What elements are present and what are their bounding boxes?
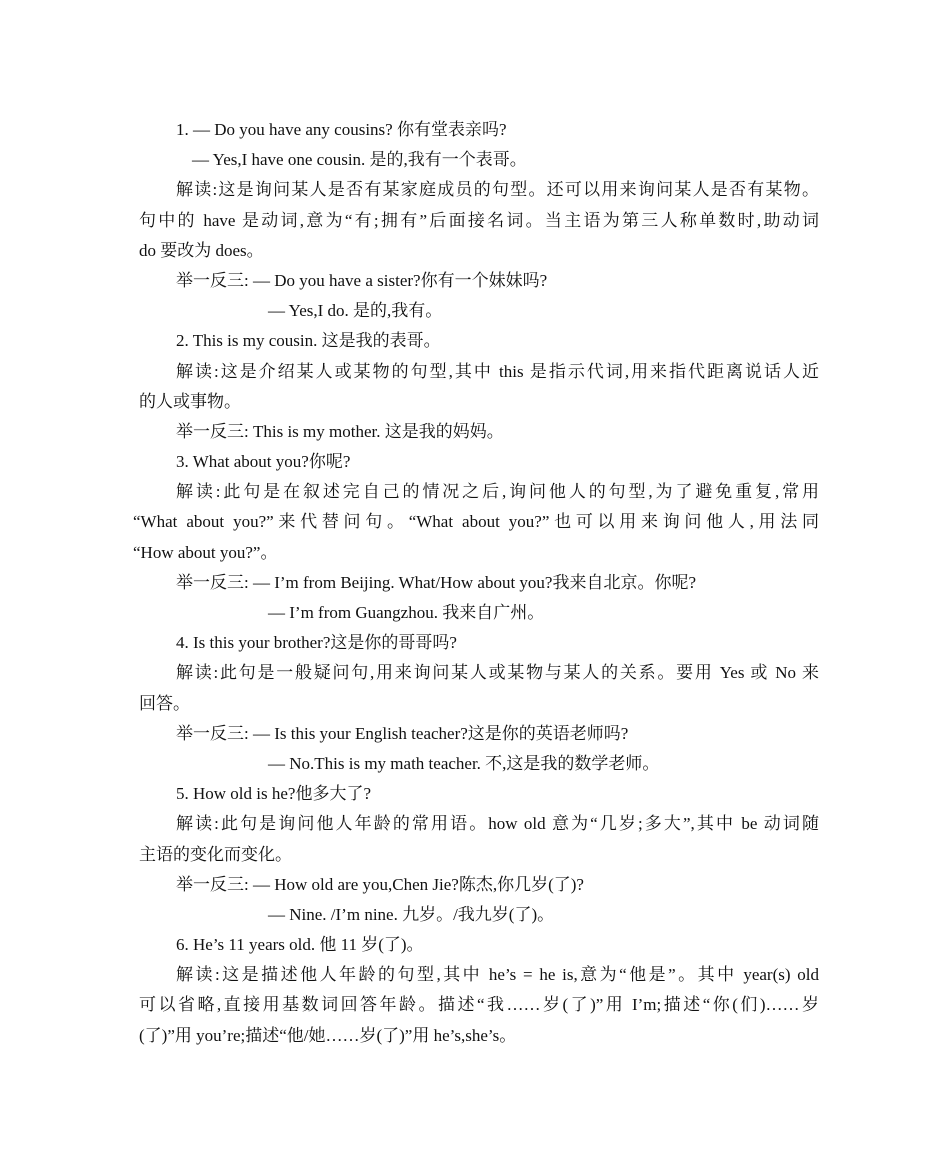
item-1-answer: — Yes,I have one cousin. 是的,我有一个表哥。 — [192, 150, 527, 170]
item-6-explanation-line-3: (了)”用 you’re;描述“他/她……岁(了)”用 he’s,she’s。 — [139, 1025, 517, 1045]
item-2-explanation-line-2: 的人或事物。 — [139, 391, 241, 411]
item-1-example-answer: — Yes,I do. 是的,我有。 — [268, 301, 443, 321]
item-2-explanation-line-1: 解读:这是介绍某人或某物的句型,其中 this 是指示代词,用来指代距离说话人近 — [176, 361, 819, 381]
item-3-example-question: 举一反三: — I’m from Beijing. What/How about you?我来自北京。你呢? — [176, 572, 697, 592]
item-4-example-answer: — No.This is my math teacher. 不,这是我的数学老师。 — [268, 753, 660, 773]
item-4-example-question: 举一反三: — Is this your English teacher?这是你的英语老师吗? — [176, 723, 629, 743]
item-5-sentence: 5. How old is he?他多大了? — [176, 784, 372, 804]
item-3-sentence: 3. What about you?你呢? — [176, 452, 351, 472]
item-6-sentence: 6. He’s 11 years old. 他 11 岁(了)。 — [176, 935, 424, 955]
item-4-sentence: 4. Is this your brother?这是你的哥哥吗? — [176, 633, 457, 653]
item-5-example-question: 举一反三: — How old are you,Chen Jie?陈杰,你几岁(了)? — [176, 874, 584, 894]
document-body — [133, 115, 819, 1051]
item-6-explanation-line-1: 解读:这是描述他人年龄的句型,其中 he’s = he is,意为“他是”。其中 year(s) old — [176, 965, 819, 985]
item-5-explanation-line-2: 主语的变化而变化。 — [139, 844, 292, 864]
item-3-explanation-line-2: “What about you?”来代替问句。“What about you?”也可以用来询问他人,用法同 — [133, 512, 819, 532]
item-3-example-answer: — I’m from Guangzhou. 我来自广州。 — [268, 603, 545, 622]
item-5-explanation-line-1: 解读:此句是询问他人年龄的常用语。how old 意为“几岁;多大”,其中 be 动词随 — [176, 814, 819, 834]
item-2-example: 举一反三: This is my mother. 这是我的妈妈。 — [176, 421, 504, 441]
item-4-explanation-line-1: 解读:此句是一般疑问句,用来询问某人或某物与某人的关系。要用 Yes 或 No 来 — [176, 663, 819, 683]
item-5-example-answer: — Nine. /I’m nine. 九岁。/我九岁(了)。 — [268, 904, 555, 924]
item-1-explanation-line-2: 句中的 have 是动词,意为“有;拥有”后面接名词。当主语为第三人称单数时,助动词 — [139, 210, 819, 230]
item-2-sentence: 2. This is my cousin. 这是我的表哥。 — [176, 331, 441, 351]
item-1-explanation-line-3: do 要改为 does。 — [139, 240, 264, 260]
item-3-explanation-line-3: “How about you?”。 — [133, 542, 278, 562]
item-1-explanation-line-1: 解读:这是询问某人是否有某家庭成员的句型。还可以用来询问某人是否有某物。 — [176, 180, 819, 200]
item-1-example-question: 举一反三: — Do you have a sister?你有一个妹妹吗? — [176, 270, 548, 290]
item-6-explanation-line-2: 可以省略,直接用基数词回答年龄。描述“我……岁(了)”用 I’m;描述“你(们)……岁 — [139, 995, 819, 1015]
item-1-question: 1. — Do you have any cousins? 你有堂表亲吗? — [176, 120, 507, 139]
item-3-explanation-line-1: 解读:此句是在叙述完自己的情况之后,询问他人的句型,为了避免重复,常用 — [176, 482, 819, 502]
item-4-explanation-line-2: 回答。 — [139, 693, 190, 713]
